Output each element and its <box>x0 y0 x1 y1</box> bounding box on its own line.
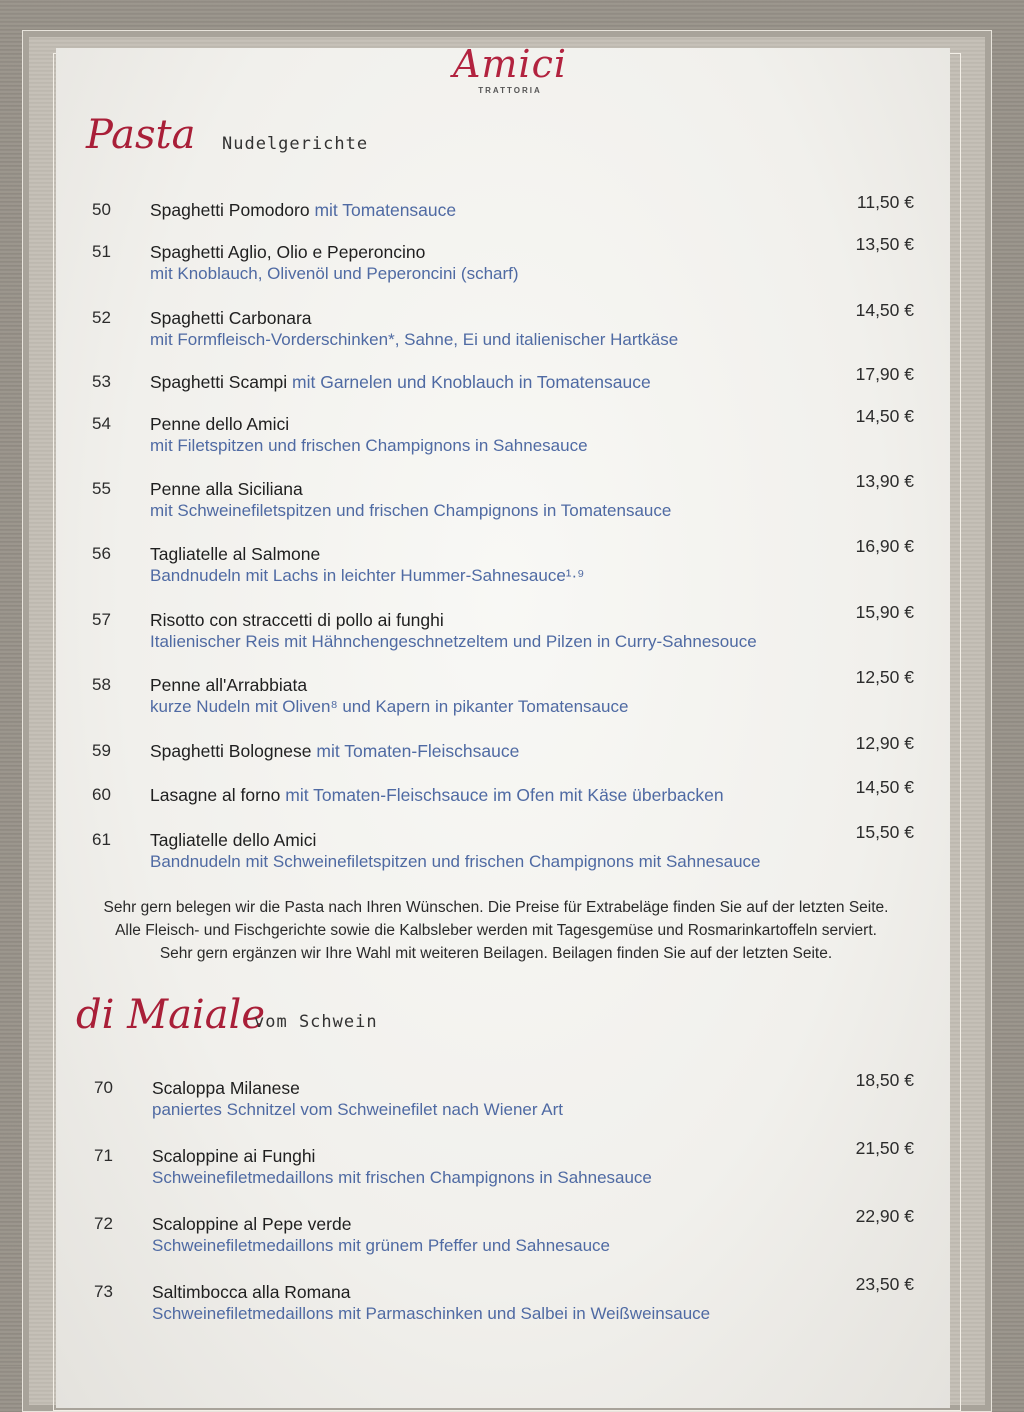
item-price: 12,50 € <box>855 667 914 687</box>
item-name-line <box>150 200 456 221</box>
restaurant-logo <box>440 42 580 95</box>
item-price: 14,50 € <box>855 300 914 320</box>
item-number: 55 <box>92 479 111 498</box>
item-name: Penne all'Arrabbiata <box>150 675 308 695</box>
item-number: 71 <box>94 1146 113 1165</box>
item-price: 15,50 € <box>855 822 914 842</box>
item-description: mit Schweinefiletspitzen und frischen Champignons in Tomatensauce <box>150 501 672 520</box>
item-name: Lasagne al forno <box>150 785 281 805</box>
maiale-section-title: di Maiale <box>76 992 266 1038</box>
item-number: 72 <box>94 1214 113 1233</box>
item-number: 52 <box>92 308 111 327</box>
item-name-line <box>152 1214 351 1235</box>
item-name-line <box>150 414 289 435</box>
pasta-note <box>76 896 916 965</box>
item-name: Scaloppine ai Funghi <box>152 1146 316 1166</box>
item-name-line <box>150 785 724 806</box>
item-price: 17,90 € <box>855 364 914 384</box>
item-price: 23,50 € <box>855 1274 914 1294</box>
item-name: Spaghetti Scampi <box>150 372 288 392</box>
item-number: 61 <box>92 830 111 849</box>
item-name: Scaloppine al Pepe verde <box>152 1214 352 1234</box>
item-name: Spaghetti Carbonara <box>150 308 312 328</box>
item-number: 53 <box>92 372 111 391</box>
item-name: Tagliatelle dello Amici <box>150 830 317 850</box>
item-number: 51 <box>92 242 111 261</box>
item-name-line <box>150 675 307 696</box>
item-number: 60 <box>92 785 111 804</box>
item-description: mit Tomaten-Fleischsauce im Ofen mit Käse überbacken <box>285 785 724 805</box>
item-name-line <box>152 1146 315 1167</box>
item-name-line <box>150 741 519 762</box>
item-number: 50 <box>92 200 111 219</box>
item-name: Spaghetti Pomodoro <box>150 200 310 220</box>
note-line: Alle Fleisch- und Fischgerichte sowie die Kalbsleber werden mit Tagesgemüse und Rosmarinkartoffeln serviert. <box>115 922 877 939</box>
item-number: 59 <box>92 741 111 760</box>
item-description: Bandnudeln mit Schweinefiletspitzen und frischen Champignons mit Sahnesauce <box>150 852 761 871</box>
item-price: 18,50 € <box>855 1070 914 1090</box>
item-name-line <box>150 544 320 565</box>
item-description: Schweinefiletmedaillons mit Parmaschinken und Salbei in Weißweinsauce <box>152 1304 711 1323</box>
item-description: Italienischer Reis mit Hähnchengeschnetzeltem und Pilzen in Curry-Sahnesouce <box>150 632 757 651</box>
item-price: 22,90 € <box>855 1206 914 1226</box>
item-name: Tagliatelle al Salmone <box>150 544 321 564</box>
maiale-section-subtitle: vom Schwein <box>254 1012 378 1032</box>
item-name-line <box>150 372 651 393</box>
item-description: mit Tomatensauce <box>314 200 457 220</box>
item-number: 58 <box>92 675 111 694</box>
item-name-line <box>150 479 303 500</box>
item-number: 70 <box>94 1078 113 1097</box>
item-name: Scaloppa Milanese <box>152 1078 300 1098</box>
item-price: 13,90 € <box>855 471 914 491</box>
item-description: mit Filetspitzen und frischen Champignons in Sahnesauce <box>150 436 588 455</box>
item-name-line <box>152 1078 300 1099</box>
item-price: 11,50 € <box>856 192 914 212</box>
item-description: Schweinefiletmedaillons mit frischen Champignons in Sahnesauce <box>152 1168 652 1187</box>
note-line: Sehr gern belegen wir die Pasta nach Ihren Wünschen. Die Preise für Extrabeläge finden Sie auf der letzten Seite. <box>103 899 889 916</box>
item-description: kurze Nudeln mit Oliven⁸ und Kapern in pikanter Tomatensauce <box>150 697 629 716</box>
item-name-line <box>150 830 316 851</box>
item-name-line <box>150 242 425 263</box>
item-description: mit Garnelen und Knoblauch in Tomatensauce <box>292 372 651 392</box>
item-description: Schweinefiletmedaillons mit grünem Pfeffer und Sahnesauce <box>152 1236 611 1255</box>
item-description: mit Formfleisch-Vorderschinken*, Sahne, Ei und italienischer Hartkäse <box>150 330 679 349</box>
item-price: 21,50 € <box>855 1138 914 1158</box>
menu-page <box>56 42 950 1408</box>
item-name-line <box>152 1282 350 1303</box>
item-description: paniertes Schnitzel vom Schweinefilet nach Wiener Art <box>152 1100 564 1119</box>
item-name: Saltimbocca alla Romana <box>152 1282 351 1302</box>
item-name: Penne dello Amici <box>150 414 290 434</box>
item-description: mit Knoblauch, Olivenöl und Peperoncini (scharf) <box>150 264 519 283</box>
item-price: 14,50 € <box>855 777 914 797</box>
pasta-section-subtitle: Nudelgerichte <box>222 134 369 154</box>
item-name: Risotto con straccetti di pollo ai funghi <box>150 610 444 630</box>
item-name-line <box>150 308 312 329</box>
item-name: Spaghetti Aglio, Olio e Peperoncino <box>150 242 426 262</box>
item-price: 14,50 € <box>855 406 914 426</box>
pasta-section-title: Pasta <box>86 112 196 158</box>
item-number: 54 <box>92 414 111 433</box>
item-name: Spaghetti Bolognese <box>150 741 312 761</box>
item-price: 16,90 € <box>855 536 914 556</box>
item-name-line <box>150 610 444 631</box>
item-number: 73 <box>94 1282 113 1301</box>
item-name: Penne alla Siciliana <box>150 479 303 499</box>
item-description: mit Tomaten-Fleischsauce <box>316 741 520 761</box>
note-line: Sehr gern ergänzen wir Ihre Wahl mit weiteren Beilagen. Beilagen finden Sie auf der letzten Seite. <box>159 945 833 962</box>
logo-subtitle: TRATTORIA <box>478 86 542 95</box>
item-price: 13,50 € <box>855 234 914 254</box>
item-number: 57 <box>92 610 111 629</box>
item-number: 56 <box>92 544 111 563</box>
item-price: 15,90 € <box>855 602 914 622</box>
logo-name: Amici <box>452 42 568 86</box>
item-description: Bandnudeln mit Lachs in leichter Hummer-Sahnesauce¹·⁹ <box>150 566 585 585</box>
item-price: 12,90 € <box>855 733 914 753</box>
